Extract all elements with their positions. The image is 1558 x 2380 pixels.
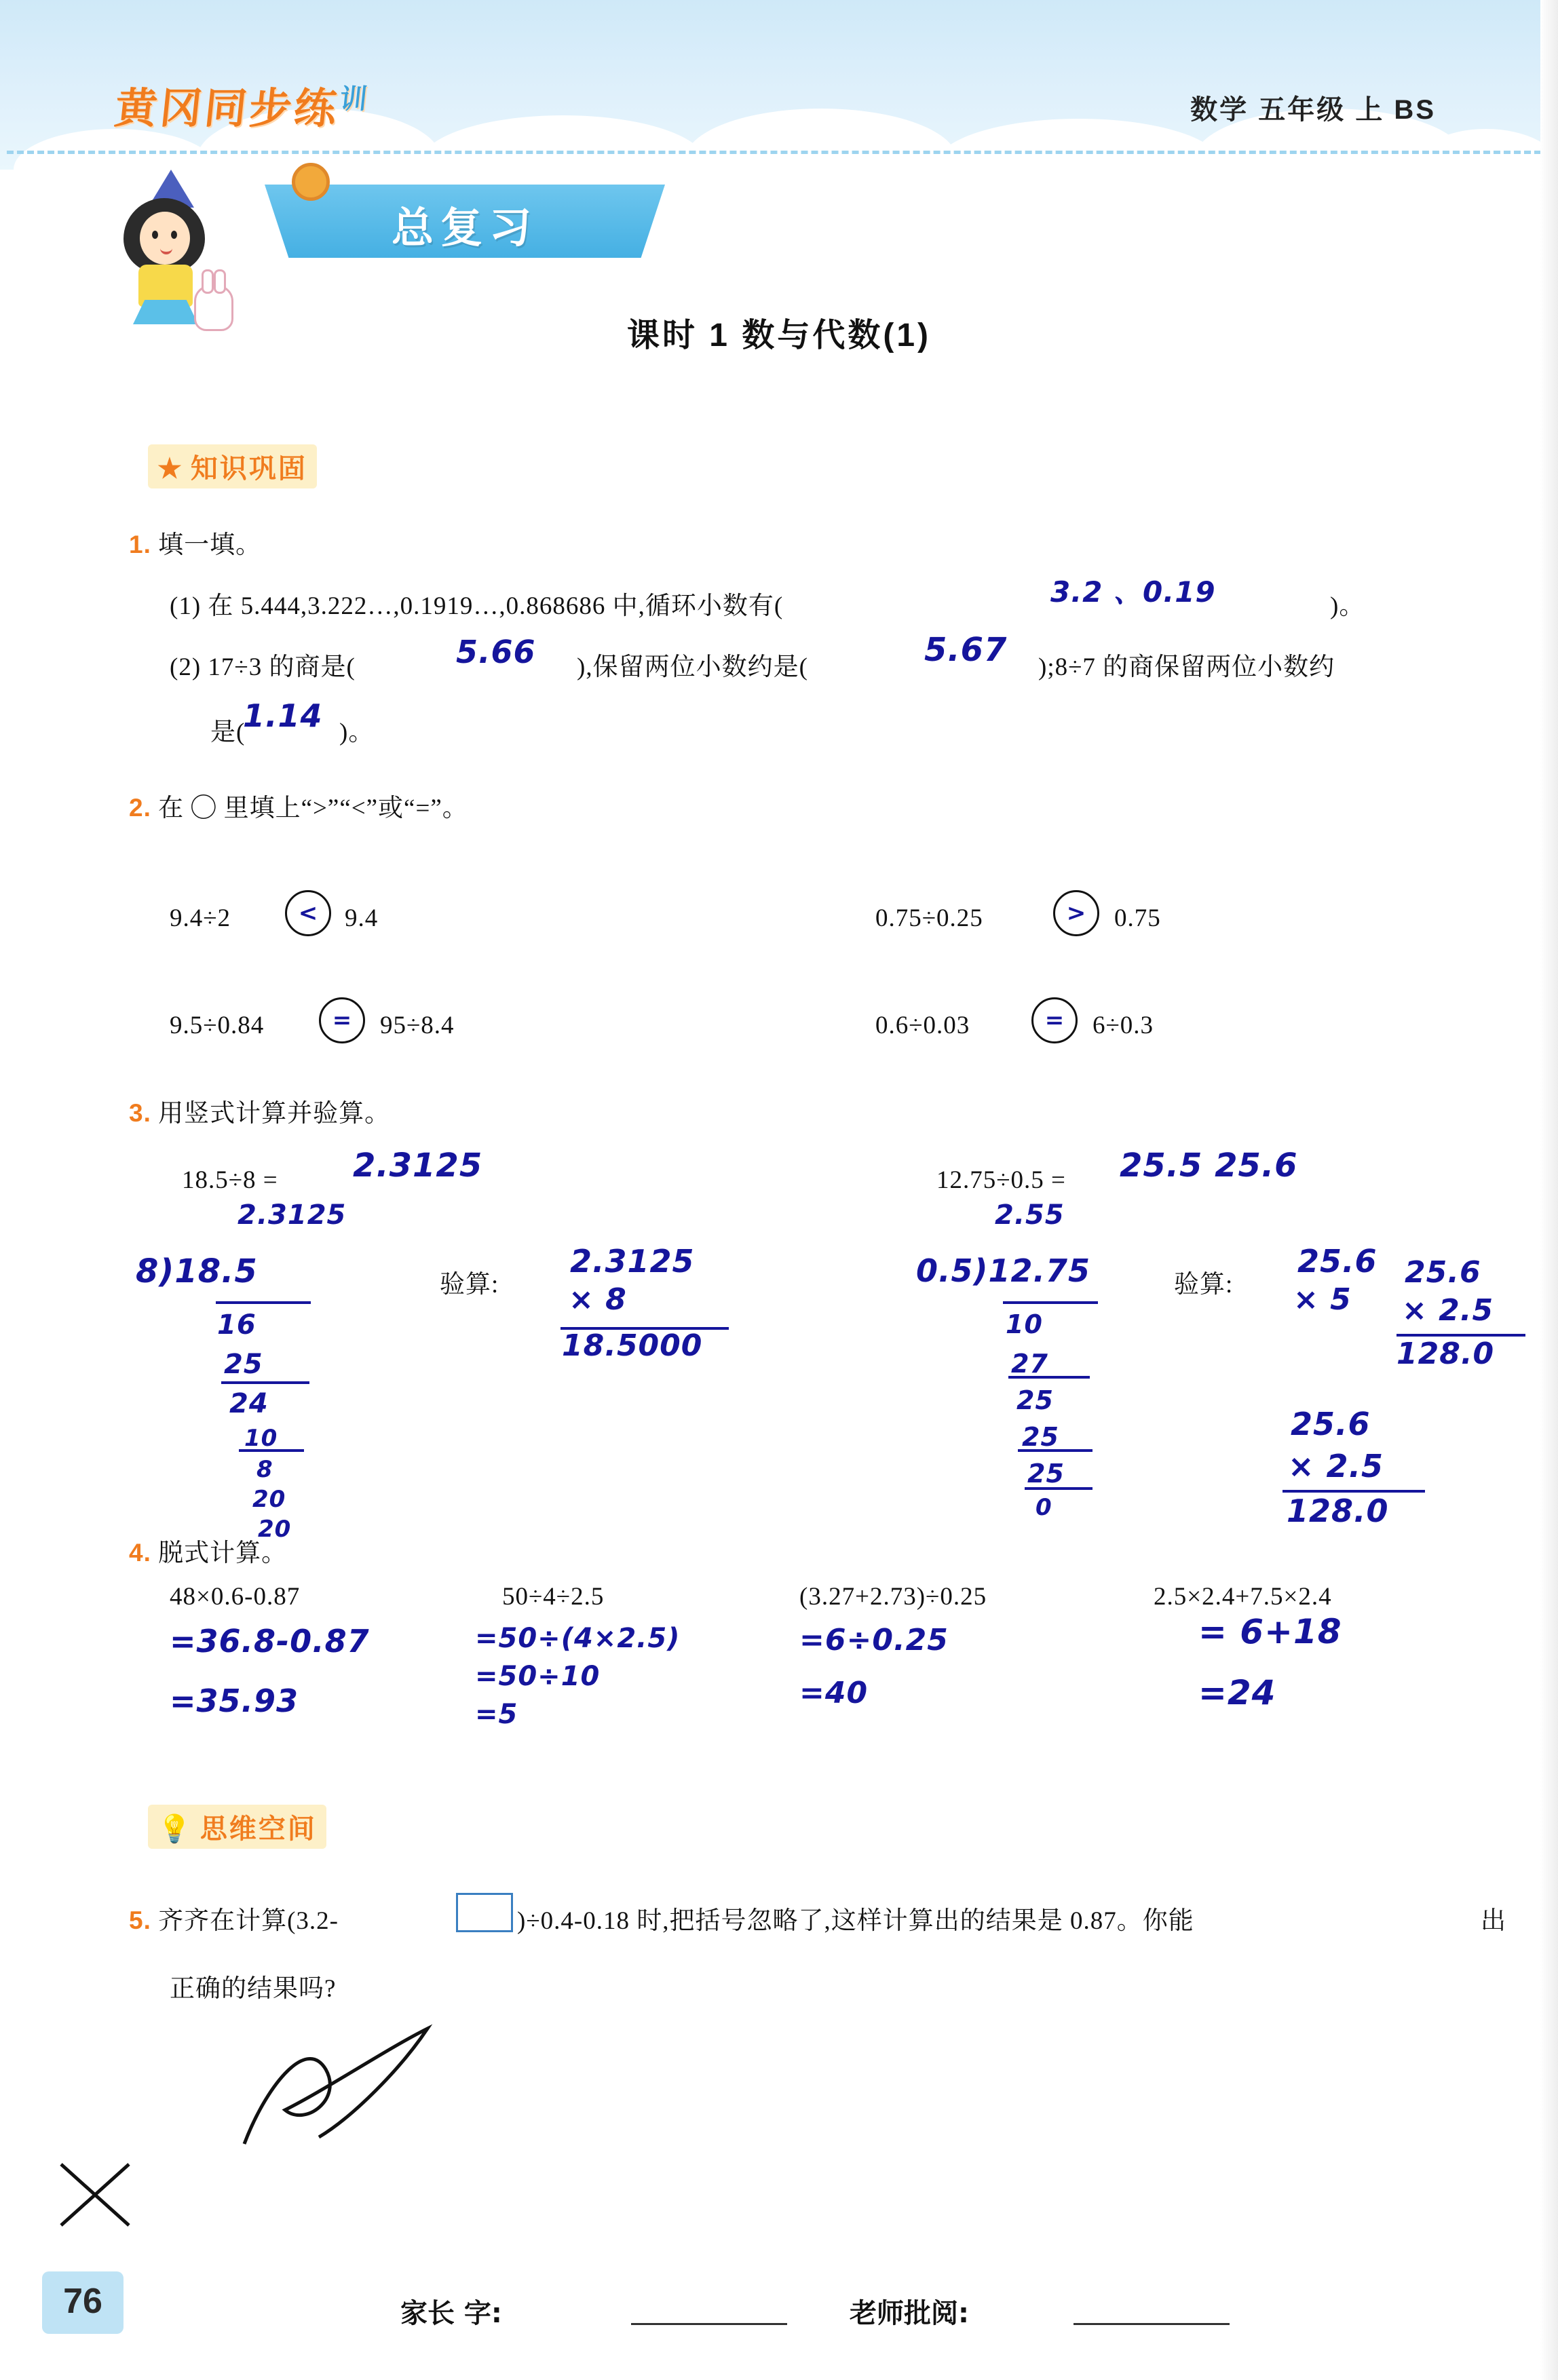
question-5-line-2: 正确的结果吗? (170, 1975, 337, 2003)
q3-work-right-0: 2.55 (995, 1199, 1065, 1231)
q3-work-right-4: 25 (1016, 1385, 1054, 1415)
q3-item-1-check-answer: 25.6 (1297, 1243, 1378, 1280)
star-icon: ★ (157, 454, 184, 484)
q2-item-2-answer: = (332, 1007, 352, 1034)
q4-item-1-line-2: =5 (475, 1699, 518, 1730)
q3-work-right-2: 10 (1006, 1309, 1043, 1339)
handwriting-cross (48, 2144, 156, 2252)
q3-work-right-check-1: × 5 (1293, 1282, 1352, 1317)
q4-item-3-line-1: =24 (1198, 1673, 1276, 1712)
q3-work-left-check-1: × 8 (569, 1282, 627, 1317)
q3-item-0-answer: 2.3125 (353, 1147, 483, 1185)
cloud-shape (685, 109, 957, 210)
question-4-number: 4. (129, 1539, 151, 1567)
q4-item-1-line-1: =50÷10 (475, 1661, 601, 1692)
q2-item-2-left: 9.5÷0.84 (170, 1012, 265, 1039)
section-banner-label: 总复习 (391, 205, 538, 252)
question-3-number: 3. (129, 1099, 151, 1127)
q4-item-0-expr: 48×0.6-0.87 (170, 1583, 301, 1611)
work-rule (1008, 1376, 1090, 1379)
q3-work-left-2: 16 (217, 1309, 256, 1341)
q3-item-0-check-answer: 2.3125 (570, 1243, 695, 1280)
q3-work-left-4: 24 (229, 1388, 269, 1419)
brand-logo-mark: 训 (338, 84, 372, 115)
q2-item-1-left: 0.75÷0.25 (875, 904, 983, 932)
question-1-line-2a: (2) 17÷3 的商是( (170, 653, 356, 681)
work-rule (1003, 1301, 1098, 1304)
handwriting-scribble (224, 2008, 509, 2164)
q3-item-0-expr: 18.5÷8 = (182, 1166, 278, 1194)
subject-line: 数学 五年级 上 BS (1190, 95, 1436, 125)
q4-item-2-line-0: =6÷0.25 (799, 1623, 949, 1657)
q3-work-right-check-7: × 2.5 (1288, 1448, 1384, 1484)
q2-item-0-circle[interactable] (285, 890, 331, 936)
question-1-title: 填一填。 (158, 531, 262, 559)
question-3-title: 用竖式计算并验算。 (158, 1100, 391, 1128)
q2-item-1-circle[interactable] (1053, 890, 1099, 936)
question-1-number: 1. (129, 531, 151, 558)
q3-work-left-7: 20 (252, 1486, 286, 1513)
q4-item-1-line-0: =50÷(4×2.5) (475, 1623, 681, 1654)
dashed-divider (7, 151, 1551, 154)
q2-item-0-left: 9.4÷2 (170, 904, 231, 932)
q2-item-1-right: 0.75 (1114, 904, 1161, 932)
question-2-heading (129, 787, 468, 824)
q4-item-3-expr: 2.5×2.4+7.5×2.4 (1154, 1583, 1332, 1611)
q3-work-right-check-6: 25.6 (1291, 1406, 1371, 1442)
teacher-review-label: 老师批阅: (850, 2298, 969, 2329)
question-2-number: 2. (129, 794, 151, 822)
cloud-shape (1411, 129, 1558, 210)
eye-right (171, 231, 177, 239)
q3-item-1-answer: 25.5 25.6 (1120, 1147, 1298, 1185)
q3-work-left-check-2: 18.5000 (562, 1328, 703, 1363)
q4-item-1-expr: 50÷4÷2.5 (502, 1583, 605, 1611)
page-title: 课时 1 数与代数(1) (626, 318, 932, 353)
q3-work-right-check-4: × 2.5 (1402, 1293, 1494, 1328)
q4-item-0-line-1: =35.93 (170, 1683, 299, 1719)
answer-last: 1.14 (243, 697, 323, 734)
q4-item-0-line-0: =36.8-0.87 (170, 1623, 370, 1659)
work-rule (1025, 1487, 1092, 1490)
question-3-heading (129, 1092, 390, 1129)
pin-icon (292, 163, 330, 201)
work-rule (239, 1449, 304, 1452)
q3-work-right-6: 25 (1027, 1459, 1065, 1489)
q2-item-2-circle[interactable] (319, 997, 365, 1043)
question-4-title: 脱式计算。 (158, 1539, 288, 1567)
parent-signature-line[interactable] (631, 2323, 787, 2325)
question-1-heading (129, 524, 261, 560)
q3-work-right-check-3: 25.6 (1405, 1255, 1481, 1290)
section-label: 知识巩固 (190, 454, 307, 484)
page-number: 76 (63, 2282, 102, 2321)
question-1-line-3b: )。 (339, 718, 375, 746)
paper-edge (1540, 0, 1558, 2380)
eye-left (152, 231, 158, 239)
section-header-thinking (148, 1805, 326, 1849)
bulb-icon: 💡 (157, 1814, 193, 1844)
q3-work-left-0: 2.3125 (238, 1199, 347, 1231)
q3-work-left-5: 10 (244, 1425, 278, 1452)
section-header-knowledge (148, 444, 317, 488)
q3-work-left-6: 8 (256, 1456, 273, 1483)
question-1-line-3a: 是( (210, 718, 246, 746)
q2-item-0-answer: < (298, 900, 318, 927)
section-label: 思维空间 (200, 1814, 317, 1844)
question-5-part-a: 齐齐在计算(3.2- (158, 1907, 339, 1935)
q3-work-right-7: 0 (1036, 1494, 1052, 1521)
work-rule (221, 1381, 309, 1384)
q2-item-0-right: 9.4 (345, 904, 379, 932)
face-shape (140, 212, 190, 265)
q3-work-left-3: 25 (224, 1349, 263, 1380)
q2-item-3-right: 6÷0.3 (1092, 1012, 1154, 1039)
brand-logo (112, 75, 372, 135)
question-5-part-c: 出 (1481, 1907, 1506, 1935)
question-4-heading (129, 1532, 287, 1569)
q3-item-1-expr: 12.75÷0.5 = (936, 1166, 1066, 1194)
question-5-heading (129, 1900, 339, 1936)
question-1-line-1-end: )。 (1330, 592, 1365, 620)
q2-item-2-right: 95÷8.4 (380, 1012, 455, 1039)
girl-mascot-icon (109, 170, 244, 326)
answer-repeating-decimals: 3.2 、0.19 (1050, 575, 1216, 609)
question-1-line-2b: ),保留两位小数约是( (577, 653, 808, 681)
answer-rounded: 5.67 (924, 631, 1008, 669)
q3-work-right-3: 27 (1011, 1349, 1048, 1379)
answer-box-blank[interactable] (456, 1893, 513, 1932)
question-5-part-b: )÷0.4-0.18 时,把括号忽略了,这样计算出的结果是 0.87。你能 (517, 1907, 1194, 1935)
q3-item-0-check-label: 验算: (440, 1271, 499, 1299)
cloud-shape (936, 119, 1221, 210)
q4-item-2-expr: (3.27+2.73)÷0.25 (799, 1583, 987, 1611)
teacher-review-line[interactable] (1074, 2323, 1230, 2325)
mouth-shape (160, 246, 172, 254)
question-1-line-2c: );8÷7 的商保留两位小数约 (1038, 653, 1335, 681)
q2-item-3-answer: = (1044, 1007, 1065, 1034)
work-rule (1018, 1449, 1092, 1452)
question-2-title: 在 ◯ 里填上“>”“<”或“=”。 (158, 794, 468, 822)
brand-logo-text: 黄冈同步练 (112, 85, 342, 132)
answer-quotient: 5.66 (456, 634, 536, 670)
q3-work-left-8: 20 (258, 1516, 292, 1543)
parent-signature-label: 家长 字: (400, 2298, 502, 2329)
q3-work-right-check-8: 128.0 (1287, 1493, 1389, 1529)
q3-item-1-check-label: 验算: (1174, 1271, 1234, 1299)
work-rule (216, 1301, 311, 1304)
q2-item-3-left: 0.6÷0.03 (875, 1012, 970, 1039)
q3-work-right-5: 25 (1022, 1422, 1059, 1452)
q3-work-left-1: 8)18.5 (136, 1252, 258, 1290)
question-5-number: 5. (129, 1906, 151, 1934)
question-1-line-1: (1) 在 5.444,3.222…,0.1919…,0.868686 中,循环小数有( (170, 592, 784, 620)
q2-item-1-answer: > (1066, 900, 1086, 927)
q2-item-3-circle[interactable] (1031, 997, 1078, 1043)
q3-work-right-1: 0.5)12.75 (916, 1252, 1091, 1289)
q4-item-2-line-1: =40 (799, 1676, 869, 1710)
q3-work-right-check-5: 128.0 (1396, 1337, 1495, 1371)
q4-item-3-line-0: = 6+18 (1198, 1612, 1342, 1651)
